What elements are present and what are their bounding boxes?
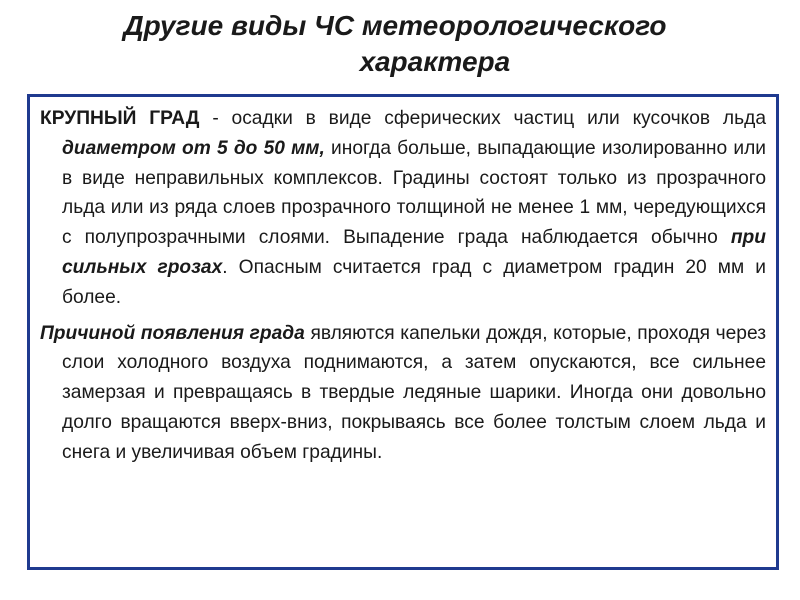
slide-title-line-2: характера [359, 46, 511, 77]
emphasis-strong-storms: при сильных грозах [62, 227, 766, 278]
paragraph-large-hail [40, 104, 766, 313]
paragraph-1-text-b: иногда больше, выпадающие изолированно или в виде неправильных комплексов. Градины состоят только из прозрачного льда или из ряда слоев прозрачного толщиной не менее 1 мм, чередующихся с полупрозрачными слоями. Выпадение града наблюдается обычно [62, 137, 766, 249]
emphasis-hail-size: диаметром от 5 до 50 мм, [62, 137, 325, 159]
term-large-hail: КРУПНЫЙ ГРАД [40, 108, 200, 129]
slide-title-line-1: Другие виды ЧС метеорологического [123, 10, 667, 41]
content-box [27, 94, 779, 570]
paragraph-1-text-c: . Опасным считается град с диаметром градин 20 мм и более. [62, 256, 766, 308]
paragraph-hail-cause [40, 319, 766, 468]
paragraph-1-text-a: - осадки в виде сферических частиц или кусочков льда [199, 108, 766, 129]
slide-title [0, 8, 800, 80]
paragraph-2-text: являются капельки дождя, которые, проходя через слои холодного воздуха поднимаются, а затем опускаются, все сильнее замерзая и превращаясь в твердые ледяные шарики. Иногда они довольно долго вращаются вверх-вниз, покрываясь все более толстым слоем льда и снега и увеличивая объем градины. [62, 322, 767, 463]
emphasis-hail-cause: Причиной появления града [40, 322, 305, 344]
